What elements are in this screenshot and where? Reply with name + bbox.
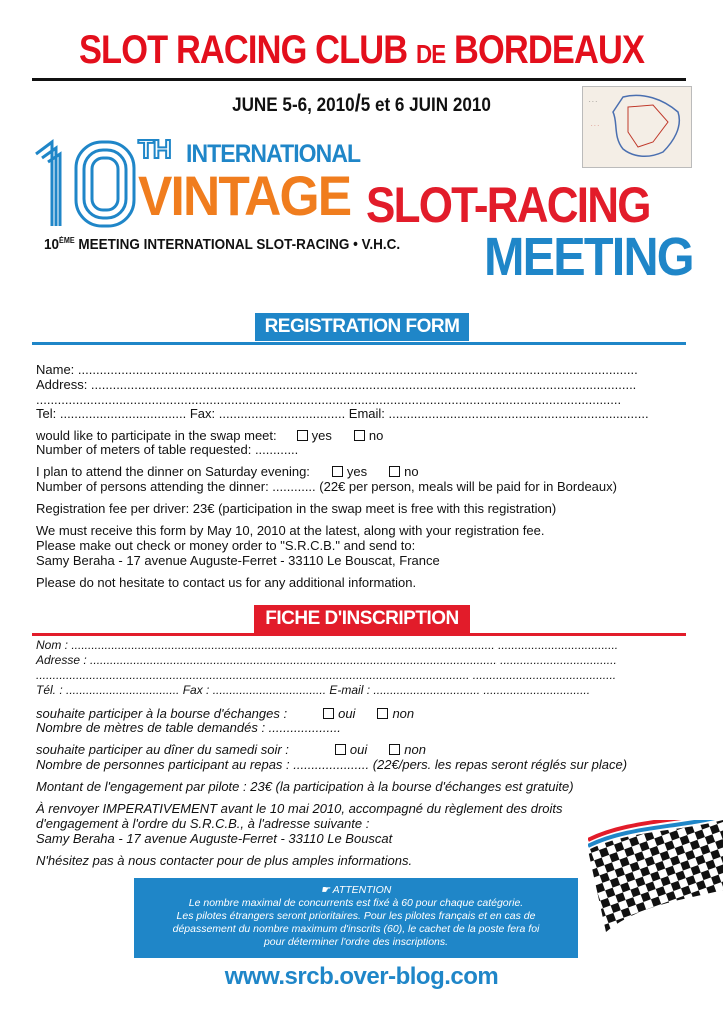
name-field[interactable]: Name: ........................................................................................................................................................... <box>36 362 638 377</box>
registration-form-banner: REGISTRATION FORM <box>255 313 469 341</box>
dinner-no-checkbox[interactable] <box>389 466 400 477</box>
header-rule <box>32 78 686 81</box>
swap-meet-question: would like to participate in the swap meet: yes no <box>36 428 384 443</box>
swap-yes-checkbox[interactable] <box>297 430 308 441</box>
payment-text: Please make out check or money order to "S.R.C.B." and send to: <box>36 538 416 553</box>
bourse-oui-checkbox[interactable] <box>323 708 334 719</box>
vintage-label: VINTAGE <box>138 164 351 227</box>
attention-line-2: Les pilotes étrangers seront prioritaires. Pour les pilotes français et en cas de <box>176 910 536 922</box>
diner-oui-checkbox[interactable] <box>335 744 346 755</box>
english-divider <box>32 342 686 345</box>
mailing-address: Samy Beraha - 17 avenue Auguste-Ferret - 33110 Le Bouscat, France <box>36 553 440 568</box>
attention-notice <box>134 878 578 958</box>
adresse-field-2[interactable]: .................................................................................................................................. ........................................... <box>36 668 617 682</box>
attention-line-1: Le nombre maximal de concurrents est fixé à 60 pour chaque catégorie. <box>188 897 524 909</box>
contact-fields[interactable]: Tel: ................................... Fax: ................................... Email: ........................................................................ <box>36 406 649 421</box>
nom-field[interactable]: Nom : ............................................................................................................................... .................................... <box>36 638 619 652</box>
club-title: SLOT RACING CLUB DE BORDEAUX <box>78 28 645 72</box>
dinner-question: I plan to attend the dinner on Saturday evening: yes no <box>36 464 419 479</box>
slot-racing-label: SLOT-RACING <box>366 177 650 233</box>
attention-title: ☛ ATTENTION <box>320 884 392 896</box>
attention-line-4: pour déterminer l'ordre des inscriptions. <box>263 936 449 948</box>
contact-text: Please do not hesitate to contact us for any additional information. <box>36 575 417 590</box>
ten-logo <box>32 134 138 230</box>
deadline-text: We must receive this form by May 10, 2010 at the latest, along with your registration fee. <box>36 523 545 538</box>
diner-non-checkbox[interactable] <box>389 744 400 755</box>
registration-fee: Registration fee per driver: 23€ (participation in the swap meet is free with this registration) <box>36 501 557 516</box>
swap-no-checkbox[interactable] <box>354 430 365 441</box>
contact-fields-fr[interactable]: Tél. : .................................. Fax : .................................. E-mail : ................................ ................................ <box>36 683 591 697</box>
address-field-2[interactable]: .................................................................................................................................................................. <box>36 392 622 407</box>
meeting-label: MEETING <box>484 227 693 287</box>
svg-text:· · ·: · · · <box>589 99 597 105</box>
address-field[interactable]: Address: ....................................................................................................................................................... <box>36 377 637 392</box>
adresse-envoi: Samy Beraha - 17 avenue Auguste-Ferret - 33110 Le Bouscat <box>36 831 393 846</box>
checkered-flag-icon <box>588 820 723 940</box>
dinner-persons-field[interactable]: Number of persons attending the dinner: ............ (22€ per person, meals will be paid for in Bordeaux) <box>36 479 617 494</box>
contact-text-fr: N'hésitez pas à nous contacter pour de plus amples informations. <box>36 853 413 868</box>
attention-line-3: dépassement du nombre maximum d'inscrits (60), le cachet de la poste fera foi <box>172 923 540 935</box>
adresse-field[interactable]: Adresse : .......................................................................................................................... ................................... <box>36 653 617 667</box>
dinner-yes-checkbox[interactable] <box>332 466 343 477</box>
svg-text:· · ·: · · · <box>591 123 599 129</box>
montant-engagement: Montant de l'engagement par pilote : 23€ (la participation à la bourse d'échanges est gratuite) <box>36 779 574 794</box>
diner-question: souhaite participer au dîner du samedi soir : oui non <box>36 742 426 757</box>
renvoyer-text: À renvoyer IMPERATIVEMENT avant le 10 mai 2010, accompagné du règlement des droits <box>36 801 563 816</box>
ordinal-th: TH <box>138 134 171 164</box>
bourse-question: souhaite participer à la bourse d'échanges : oui non <box>36 706 415 721</box>
french-divider <box>32 633 686 636</box>
ordre-text: d'engagement à l'ordre du S.R.C.B., à l'adresse suivante : <box>36 816 370 831</box>
meeting-subline: 10ÈME MEETING INTERNATIONAL SLOT-RACING • V.H.C. <box>44 236 401 253</box>
metres-table-field[interactable]: Nombre de mètres de table demandés : .................... <box>36 720 341 735</box>
bourse-non-checkbox[interactable] <box>377 708 388 719</box>
international-label: INTERNATIONAL <box>186 140 361 168</box>
table-meters-field[interactable]: Number of meters of table requested: ............ <box>36 442 299 457</box>
event-dates: JUNE 5-6, 2010/5 et 6 JUIN 2010 <box>232 90 491 117</box>
circuit-map-thumbnail <box>582 86 692 168</box>
repas-personnes-field[interactable]: Nombre de personnes participant au repas : ..................... (22€/pers. les repas seront réglés sur place) <box>36 757 628 772</box>
fiche-inscription-banner: FICHE D'INSCRIPTION <box>254 605 470 633</box>
website-link[interactable]: www.srcb.over-blog.com <box>224 963 499 990</box>
